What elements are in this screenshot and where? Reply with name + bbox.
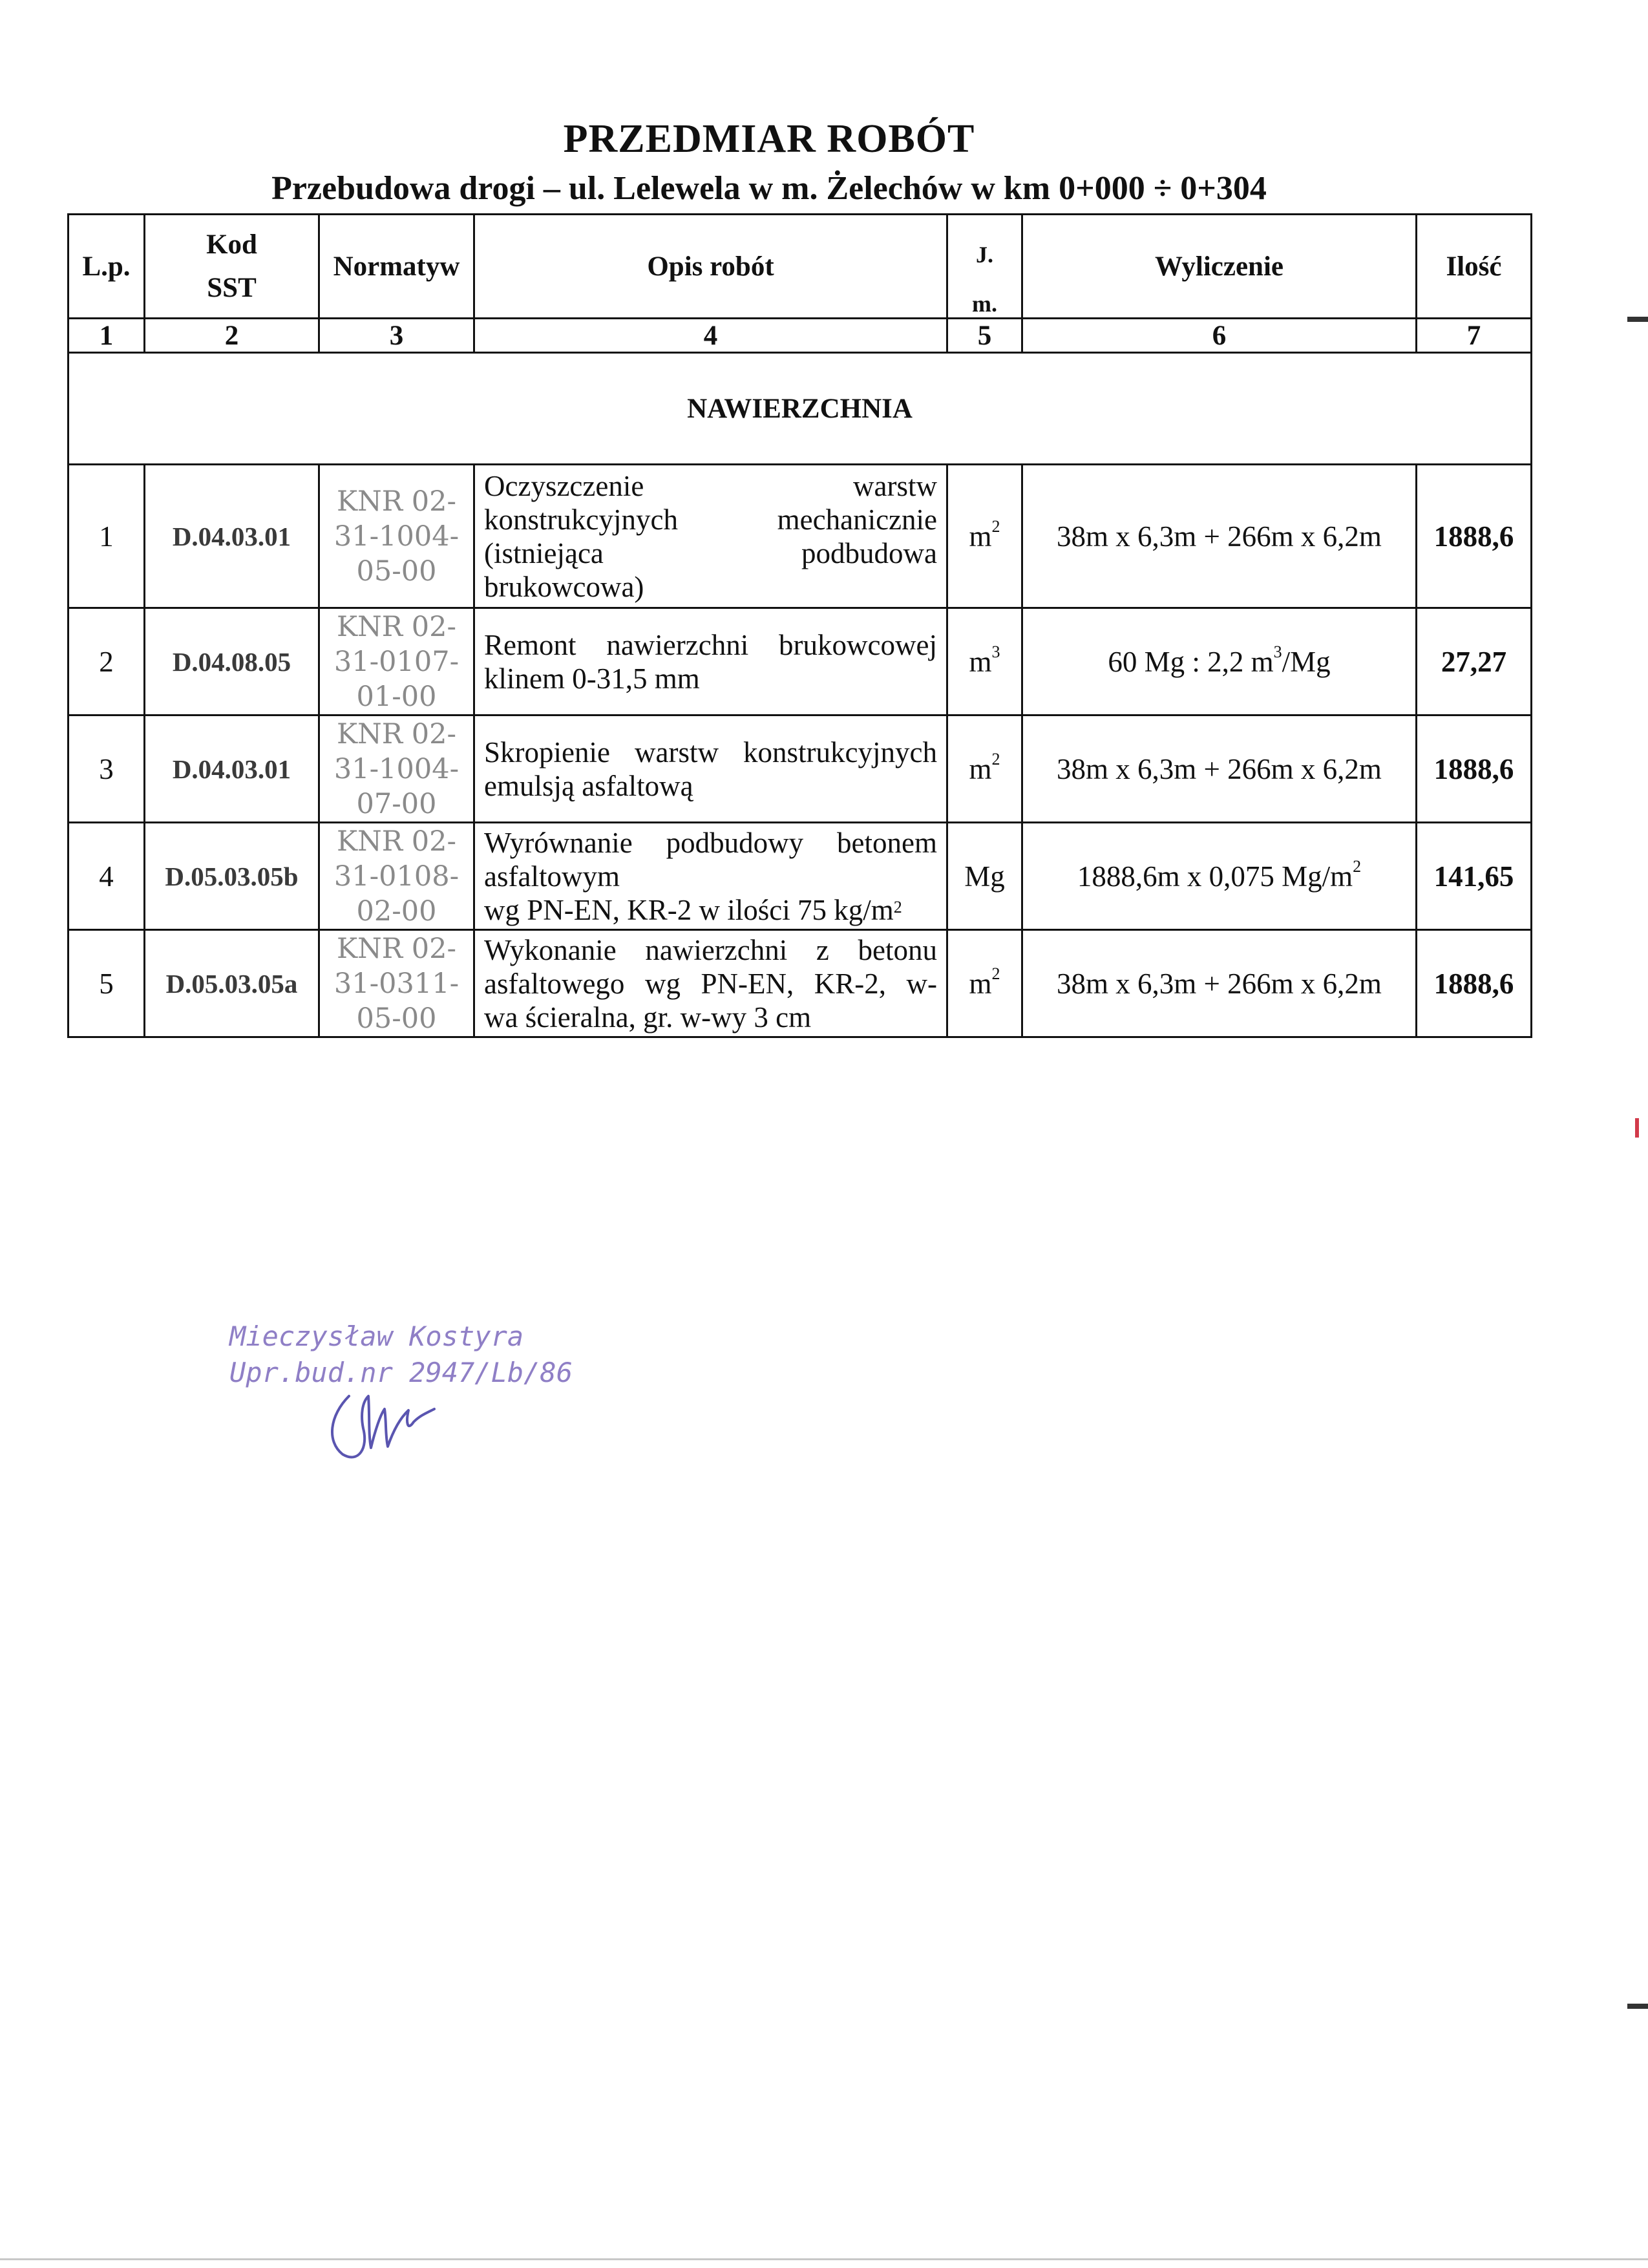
- wyliczenie-exponent: 2: [1353, 856, 1362, 876]
- header-kod-line2: SST: [207, 273, 257, 303]
- jm-exponent: 2: [991, 964, 1000, 983]
- jm-base: m: [969, 520, 992, 553]
- cell-kod: D.05.03.05b: [145, 823, 319, 930]
- cell-ilosc: 1888,6: [1417, 465, 1532, 608]
- header-normatyw: Normatyw: [319, 215, 474, 319]
- cell-jm: [947, 608, 1022, 715]
- column-number-row: [69, 319, 1532, 353]
- cell-normatyw: [319, 715, 474, 823]
- normatyw-line: 05-00: [356, 1002, 437, 1035]
- column-number: 4: [474, 319, 947, 353]
- opis-line: asfaltowym: [484, 860, 620, 893]
- opis-line: konstrukcyjnych mechanicznie: [484, 503, 937, 536]
- normatyw-line: 31-1004-: [333, 752, 460, 785]
- opis-exponent: 2: [893, 897, 902, 917]
- normatyw-line: KNR 02-: [336, 717, 457, 750]
- cell-normatyw: [319, 823, 474, 930]
- cell-jm: [947, 465, 1022, 608]
- opis-line: Skropienie warstw konstrukcyjnych: [484, 736, 937, 768]
- wyliczenie-part: 1888,6m x 0,075 Mg/m: [1077, 860, 1353, 893]
- opis-line: [484, 893, 937, 927]
- cell-jm: [947, 930, 1022, 1037]
- column-number: 3: [319, 319, 474, 353]
- cell-lp: 2: [69, 608, 145, 715]
- stamp-license: Upr.bud.nr 2947/Lb/86: [229, 1357, 573, 1388]
- jm-exponent: 2: [991, 749, 1000, 768]
- opis-line: Wyrównanie podbudowy betonem: [484, 826, 937, 859]
- jm-base: m: [969, 645, 992, 678]
- column-number: 1: [69, 319, 145, 353]
- jm-base: m: [969, 752, 992, 785]
- column-number: 5: [947, 319, 1022, 353]
- cell-kod: D.04.03.01: [145, 465, 319, 608]
- table-row: [69, 715, 1532, 823]
- opis-line: klinem 0-31,5 mm: [484, 662, 700, 695]
- cell-lp: 4: [69, 823, 145, 930]
- cell-wyliczenie: 38m x 6,3m + 266m x 6,2m: [1022, 465, 1417, 608]
- section-row: [69, 353, 1532, 465]
- cell-normatyw: [319, 930, 474, 1037]
- page-subtitle: Przebudowa drogi – ul. Lelewela w m. Żelechów w km 0+000 ÷ 0+304: [271, 170, 1267, 207]
- cell-opis: [474, 930, 947, 1037]
- opis-line: Remont nawierzchni brukowcowej: [484, 628, 937, 661]
- opis-line: wa ścieralna, gr. w-wy 3 cm: [484, 1001, 812, 1033]
- normatyw-line: KNR 02-: [336, 825, 457, 858]
- stamp-name: Mieczysław Kostyra: [229, 1320, 524, 1352]
- column-number: 6: [1022, 319, 1417, 353]
- cell-ilosc: 1888,6: [1417, 715, 1532, 823]
- normatyw-line: 07-00: [356, 787, 437, 820]
- header-jm-line1: J.: [976, 242, 993, 268]
- cell-wyliczenie: [1022, 608, 1417, 715]
- opis-line: brukowcowa): [484, 570, 644, 603]
- header-jm: [947, 215, 1022, 319]
- normatyw-line: KNR 02-: [336, 932, 457, 965]
- cell-normatyw: [319, 465, 474, 608]
- header-wyliczenie: Wyliczenie: [1022, 215, 1417, 319]
- header-opis: Opis robót: [474, 215, 947, 319]
- cell-jm: [947, 715, 1022, 823]
- header-kod: [145, 215, 319, 319]
- cell-opis: [474, 608, 947, 715]
- normatyw-line: 31-0108-: [333, 860, 460, 893]
- cell-wyliczenie: 38m x 6,3m + 266m x 6,2m: [1022, 930, 1417, 1037]
- header-ilosc: Ilość: [1417, 215, 1532, 319]
- opis-line: Oczyszczenie warstw: [484, 469, 937, 502]
- opis-line: Wykonanie nawierzchni z betonu: [484, 933, 937, 966]
- normatyw-line: 31-0107-: [333, 645, 460, 678]
- cell-ilosc: 27,27: [1417, 608, 1532, 715]
- cell-opis: [474, 715, 947, 823]
- header-row: [69, 215, 1532, 319]
- cell-kod: D.04.03.01: [145, 715, 319, 823]
- cell-lp: 5: [69, 930, 145, 1037]
- page-title: PRZEDMIAR ROBÓT: [563, 117, 975, 161]
- normatyw-line: 02-00: [356, 895, 437, 927]
- cell-lp: 3: [69, 715, 145, 823]
- wyliczenie-part: /Mg: [1282, 645, 1331, 678]
- table-row: [69, 608, 1532, 715]
- wyliczenie-exponent: 3: [1273, 642, 1282, 661]
- normatyw-line: 01-00: [356, 680, 437, 713]
- table-row: [69, 930, 1532, 1037]
- opis-part: wg PN-EN, KR-2 w ilości 75 kg/m: [484, 893, 894, 926]
- table-row: [69, 465, 1532, 608]
- opis-line: (istniejąca podbudowa: [484, 536, 937, 569]
- cell-jm: Mg: [947, 823, 1022, 930]
- cell-ilosc: 141,65: [1417, 823, 1532, 930]
- wyliczenie-part: 60 Mg : 2,2 m: [1108, 645, 1274, 678]
- cell-kod: D.05.03.05a: [145, 930, 319, 1037]
- normatyw-line: KNR 02-: [336, 610, 457, 643]
- jm-base: m: [969, 967, 992, 1000]
- signature-icon: [323, 1370, 452, 1474]
- opis-line: asfaltowego wg PN-EN, KR-2, w-: [484, 967, 937, 1000]
- normatyw-line: 05-00: [356, 555, 437, 588]
- normatyw-line: 31-0311-: [333, 967, 460, 1000]
- header-jm-line2: m.: [972, 291, 997, 317]
- section-title: NAWIERZCHNIA: [69, 353, 1532, 465]
- cell-lp: 1: [69, 465, 145, 608]
- scan-edge-marks: [1622, 0, 1648, 2268]
- cell-wyliczenie: [1022, 823, 1417, 930]
- normatyw-line: KNR 02-: [336, 485, 457, 518]
- opis-line: emulsją asfaltową: [484, 769, 693, 802]
- cell-opis: [474, 465, 947, 608]
- column-number: 2: [145, 319, 319, 353]
- jm-exponent: 3: [991, 642, 1000, 661]
- cell-wyliczenie: 38m x 6,3m + 266m x 6,2m: [1022, 715, 1417, 823]
- table-row: [69, 823, 1532, 930]
- cell-kod: D.04.08.05: [145, 608, 319, 715]
- przedmiar-table: [67, 213, 1532, 1038]
- jm-exponent: 2: [991, 516, 1000, 536]
- header-kod-line1: Kod: [206, 229, 257, 260]
- cell-opis: [474, 823, 947, 930]
- normatyw-line: 31-1004-: [333, 520, 460, 553]
- cell-normatyw: [319, 608, 474, 715]
- header-lp: L.p.: [69, 215, 145, 319]
- cell-ilosc: 1888,6: [1417, 930, 1532, 1037]
- scan-bottom-line: [0, 2258, 1648, 2260]
- column-number: 7: [1417, 319, 1532, 353]
